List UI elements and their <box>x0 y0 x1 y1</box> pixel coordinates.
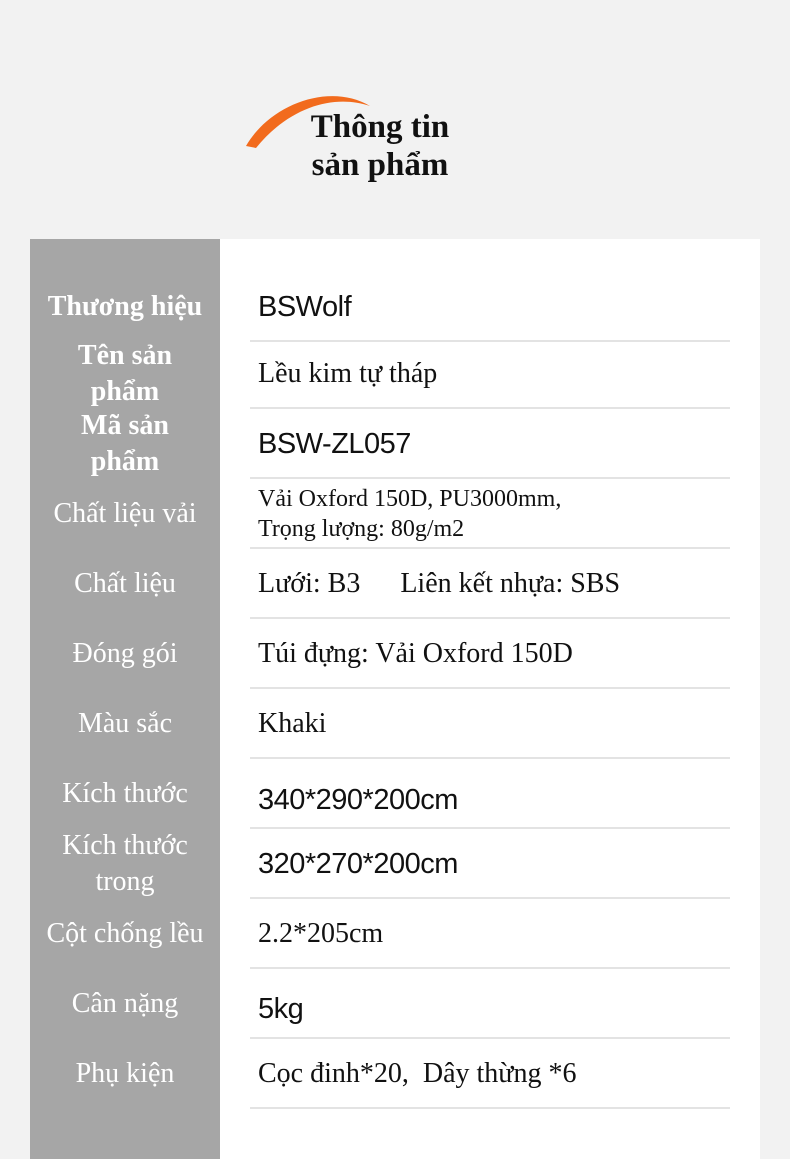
spec-row-brand <box>30 272 760 342</box>
spec-value: Khaki <box>258 708 327 739</box>
row-divider <box>250 1107 730 1109</box>
spec-row-fabric <box>30 479 760 549</box>
spec-value: Cọc đinh*20, Dây thừng *6 <box>258 1058 577 1089</box>
spec-value: 340*290*200cm <box>258 783 458 816</box>
spec-value: 5kg <box>258 992 304 1025</box>
spec-table <box>30 239 760 1159</box>
spec-value-line-2: Trọng lượng: 80g/m2 <box>258 516 465 542</box>
section-title <box>300 108 460 184</box>
spec-label: Kích thước <box>62 778 188 809</box>
spec-row-tent-pole <box>30 899 760 969</box>
title-line-2: sản phẩm <box>311 147 449 183</box>
spec-value-mesh: Lưới: B3 <box>258 568 361 599</box>
spec-label: Mã sản phẩm <box>81 410 169 477</box>
spec-label: Thương hiệu <box>47 291 203 322</box>
spec-label: Cân nặng <box>71 988 179 1019</box>
spec-row-product-name <box>30 339 760 409</box>
spec-label: Màu sắc <box>77 708 173 739</box>
spec-value-line-1: Vải Oxford 150D, PU3000mm, <box>258 486 562 512</box>
spec-value: BSW-ZL057 <box>258 427 411 460</box>
spec-value: 2.2*205cm <box>258 918 384 949</box>
spec-label: Phụ kiện <box>75 1058 175 1089</box>
spec-row-product-code <box>30 409 760 479</box>
spec-row-size <box>30 759 760 829</box>
spec-label: Đóng gói <box>72 638 178 669</box>
spec-row-inner-size <box>30 829 760 899</box>
spec-row-material <box>30 549 760 619</box>
page-header <box>0 0 790 239</box>
title-line-1: Thông tin <box>310 109 450 145</box>
spec-value: Túi đựng: Vải Oxford 150D <box>258 638 573 669</box>
spec-value <box>258 479 728 549</box>
spec-label: Chất liệu vải <box>53 498 197 529</box>
spec-row-color <box>30 689 760 759</box>
spec-value-plastic: Liên kết nhựa: SBS <box>400 568 621 599</box>
spec-label: Chất liệu <box>74 568 176 599</box>
spec-row-packaging <box>30 619 760 689</box>
spec-row-accessories <box>30 1039 760 1109</box>
spec-label: Cột chống lều <box>46 918 204 949</box>
spec-label: Kích thước trong <box>62 830 188 897</box>
spec-value: 320*270*200cm <box>258 847 458 880</box>
spec-value: Lều kim tự tháp <box>258 358 438 389</box>
spec-value <box>258 549 728 619</box>
spec-value: BSWolf <box>258 290 352 323</box>
spec-label: Tên sản phẩm <box>77 340 173 407</box>
spec-row-weight <box>30 969 760 1039</box>
